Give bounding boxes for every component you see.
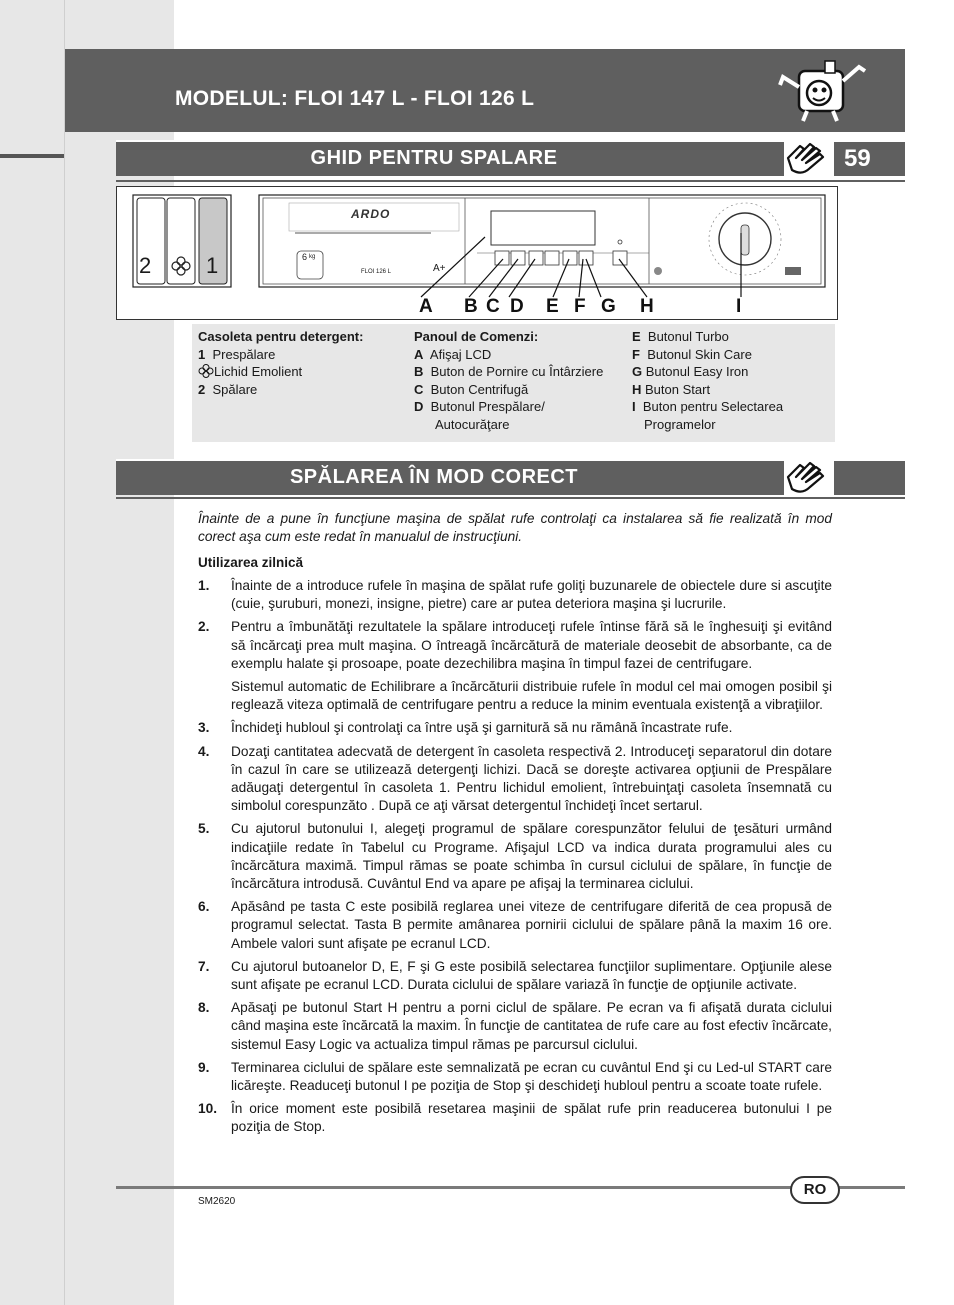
step-8: 8. Apăsaţi pe butonul Start H pentru a porni ciclul de spălare. Pe ecran va fi afişată durata ciclului când maşina este încărcată la maxim. În funcţie de cantitatea de rufe care au fost efectiv încărcate, sistemul Easy Logic va actualiza timpul rămas pe parcursul ciclului. (198, 1000, 832, 1052)
diagram-letter-b: B (464, 296, 478, 317)
hand-icon-box (784, 461, 834, 495)
step-5: 5. Cu ajutorul butonului I, alegeţi programul de spălare corespunzător felului de ţesături urmând indicaţiile redate în Tabelul cu Programe. Afişajul LCD va indica durata programului ales cu încărcătura maximă. Timpul rămas se poate schimba în cursul ciclului de spălare, în funcţie de încărcătura introdusă. Cuvântul End va apare pe afişaj la terminarea ciclului. (198, 821, 832, 892)
document-code: SM2620 (198, 1196, 236, 1207)
diagram-letter-row (0, 296, 954, 318)
legend-item: 2 Spălare (198, 381, 258, 397)
capacity-value: 6 (302, 252, 308, 262)
margin-marker (0, 154, 64, 158)
legend-item: C Buton Centrifugă (414, 381, 529, 397)
section-bar-correct-washing (116, 459, 905, 495)
legend-item: B Buton de Pornire cu Întârziere (414, 364, 604, 380)
drawer-label-2: 2 (139, 253, 152, 278)
softener-flower-icon (198, 364, 214, 378)
step-10: 10. În orice moment este posibilă resetarea maşinii de spălat rufe prin readucerea butonului I pe poziţia de Stop. (198, 1101, 832, 1135)
diagram-letter-i: I (736, 296, 742, 317)
daily-use-heading: Utilizarea zilnică (198, 555, 304, 570)
legend-item: H Buton Start (632, 381, 711, 397)
panel-model-label: FLOI 126 L (361, 269, 392, 275)
section-underline (116, 497, 905, 499)
legend-control-panel (414, 328, 603, 434)
hand-icon-box (784, 142, 834, 176)
diagram-letter-h: H (640, 296, 654, 317)
legend-item: Autocurăţare (435, 416, 510, 432)
margin-divider (64, 0, 65, 1305)
step-6: 6. Apăsând pe tasta C este posibilă reglarea unei viteze de centrifugare diferită de cea propusă de programul selectat. Tasta B permite amânarea pornirii ciclului de spălare până la maxim 16 ore. Ambele valori sunt afişate pe ecranul LCD. (198, 899, 832, 951)
model-banner (65, 49, 905, 132)
step-1: 1. Înainte de a introduce rufele în maşina de spălat rufe goliţi buzunarele de obiectele dure si ascuţite (cuie, şuruburi, monezi, insigne, pietre) care ar putea deteriora maşina şi lucrurile. (198, 578, 832, 612)
legend-box (192, 324, 835, 442)
legend-item: E Butonul Turbo (632, 329, 729, 344)
legend-detergent-drawer (198, 328, 363, 398)
diagram-letter-c: C (486, 296, 500, 317)
step-9: 9. Terminarea ciclului de spălare este semnalizată pe ecran cu cuvântul End şi cu Led-ul START care licăreşte. Readuceţi butonul I pe poziţia de Stop şi deschideţi hubloul pentru a scoate toate rufele. (198, 1059, 832, 1094)
legend-item: F Butonul Skin Care (632, 346, 752, 362)
capacity-unit: kg (309, 254, 316, 260)
legend-item: I Buton pentru Selectarea (632, 399, 784, 415)
step-2: 2. Pentru a îmbunătăţi rezultatele la spălare introduceţi rufele întinse fără să le înghesuiţi şi evitând să încărcaţi prea mult maşina. O întreagă încărcătură de materiale deosebit de absorbante, ca de exemplu halate şi prosoape, poate dezechilibra maşina în timpul fazei de centrifugare. (198, 619, 832, 671)
section-underline (116, 180, 905, 182)
step-3: 3. Închideţi hubloul şi controlaţi ca între uşă şi garnitură să nu rămână încastrate rufe. (198, 720, 733, 736)
section-title-correct-washing: SPĂLAREA ÎN MOD CORECT (289, 466, 579, 488)
instruction-steps (198, 577, 832, 1142)
legend-item: G Butonul Easy Iron (632, 364, 749, 380)
washing-machine-mascot-icon (777, 57, 869, 123)
brand-logo: ARDO (351, 207, 391, 221)
page-number-box (836, 142, 905, 176)
legend-item: Programelor (644, 416, 716, 432)
section-title-washing-guide: GHID PENTRU SPALARE (310, 147, 558, 169)
legend-item: A Afişaj LCD (414, 346, 492, 362)
hand-icon (784, 459, 834, 495)
hand-icon (784, 140, 834, 176)
legend-item: 1 Prespălare (198, 346, 276, 362)
step-2-continued: Sistemul automatic de Echilibrare a încărcăturii distribuie rufele în modul cel mai omogen posibil şi reglează viteza optimală de centrifugare pentru a reduce la minim eventuala existenţă a vibraţiilor. (231, 679, 832, 713)
section-bar-washing-guide (116, 140, 905, 176)
diagram-letter-g: G (601, 296, 616, 317)
intro-paragraph: Înainte de a pune în funcţiune maşina de spălat rufe controlaţi ca instalarea să fie realizată în mod corect aşa cum este redat în manualul de instrucţiuni. (198, 511, 832, 545)
diagram-letter-a: A (419, 296, 433, 317)
energy-class-label: A+ (433, 263, 446, 274)
step-7: 7. Cu ajutorul butoanelor D, E, F şi G este posibilă selectarea funcţiilor suplimentare. Opţiunile alese sunt afişate pe ecranul LCD. Durata ciclului de spălare variază în funcţie de opţiunile activate. (198, 958, 832, 993)
page-number: 59 (844, 145, 871, 172)
drawer-label-1: 1 (206, 253, 219, 278)
diagram-letter-f: F (574, 296, 586, 317)
diagram-letter-d: D (510, 296, 524, 317)
legend-item: D Butonul Prespălare/ (414, 399, 545, 415)
language-badge: RO (790, 1176, 840, 1204)
legend-title: Casoleta pentru detergent: (198, 329, 364, 344)
model-title: MODELUL: FLOI 147 L - FLOI 126 L (175, 87, 535, 110)
legend-buttons (632, 328, 783, 434)
diagram-letter-e: E (546, 296, 559, 317)
legend-item: Lichid Emolient (198, 363, 363, 381)
footer-rule (116, 1186, 905, 1189)
legend-title: Panoul de Comenzi: (414, 329, 539, 344)
step-4: 4. Dozaţi cantitatea adecvată de detergent în casoleta respectivă 2. Introduceţi separatorul din dotare în cazul în care se utilizează detergenţi lichizi. Dacă se doreşte activarea opţiunii de Prespălare adăugaţi detergentul în casoleta 1. Pentru lichidul emolient, întrebuinţaţi casoleta însemnată cu simbolul corespunzăto . După ce aţi vărsat detergentul închideţi încet sertarul. (198, 743, 832, 814)
